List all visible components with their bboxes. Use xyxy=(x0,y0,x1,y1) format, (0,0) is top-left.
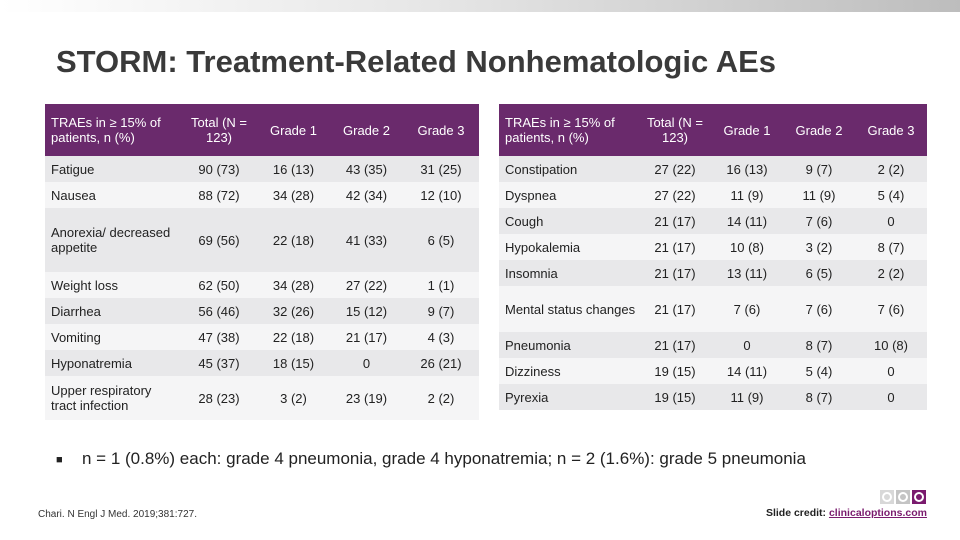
cell-grade1: 34 (28) xyxy=(257,272,330,298)
cell-grade2: 7 (6) xyxy=(783,286,855,332)
table-row xyxy=(45,350,479,376)
col-header-category: TRAEs in ≥ 15% of patients, n (%) xyxy=(45,104,181,156)
table-row xyxy=(499,358,927,384)
cell-grade1: 11 (9) xyxy=(711,384,783,410)
cell-grade1: 14 (11) xyxy=(711,208,783,234)
cell-grade1: 7 (6) xyxy=(711,286,783,332)
cell-grade2: 9 (7) xyxy=(783,156,855,182)
cell-total: 56 (46) xyxy=(181,298,257,324)
footnote xyxy=(56,449,806,469)
ae-table-right xyxy=(499,104,927,410)
cell-grade3: 2 (2) xyxy=(855,260,927,286)
top-gradient-bar xyxy=(0,0,960,12)
cell-grade3: 4 (3) xyxy=(403,324,479,350)
cell-grade3: 12 (10) xyxy=(403,182,479,208)
cell-total: 19 (15) xyxy=(639,358,711,384)
table-row xyxy=(45,376,479,420)
col-header-grade3: Grade 3 xyxy=(855,104,927,156)
cell-total: 62 (50) xyxy=(181,272,257,298)
ae-name: Hypokalemia xyxy=(499,234,639,260)
cell-grade3: 5 (4) xyxy=(855,182,927,208)
citation: Chari. N Engl J Med. 2019;381:727. xyxy=(38,509,197,520)
table-row xyxy=(45,156,479,182)
col-header-grade1: Grade 1 xyxy=(711,104,783,156)
col-header-total: Total (N = 123) xyxy=(181,104,257,156)
cell-grade3: 9 (7) xyxy=(403,298,479,324)
square-bullet-icon: ■ xyxy=(56,453,63,466)
cell-total: 69 (56) xyxy=(181,208,257,272)
table-row xyxy=(499,332,927,358)
credit-label: Slide credit: xyxy=(765,507,827,519)
cell-total: 21 (17) xyxy=(639,260,711,286)
table-row xyxy=(499,208,927,234)
table-row xyxy=(499,286,927,332)
col-header-grade2: Grade 2 xyxy=(783,104,855,156)
cell-grade3: 2 (2) xyxy=(855,156,927,182)
ae-name: Diarrhea xyxy=(45,298,181,324)
cell-grade1: 32 (26) xyxy=(257,298,330,324)
table-row xyxy=(499,384,927,410)
cell-grade1: 10 (8) xyxy=(711,234,783,260)
table-header-row xyxy=(499,104,927,156)
cell-grade3: 31 (25) xyxy=(403,156,479,182)
cell-grade3: 7 (6) xyxy=(855,286,927,332)
cell-total: 21 (17) xyxy=(639,332,711,358)
table-row xyxy=(499,182,927,208)
cell-grade3: 1 (1) xyxy=(403,272,479,298)
cell-grade1: 0 xyxy=(711,332,783,358)
cell-total: 19 (15) xyxy=(639,384,711,410)
table-row xyxy=(45,182,479,208)
cell-total: 90 (73) xyxy=(181,156,257,182)
ae-name: Pneumonia xyxy=(499,332,639,358)
cell-grade1: 16 (13) xyxy=(711,156,783,182)
ae-name-text: Anorexia/ decreased appetite xyxy=(51,225,171,255)
table-row xyxy=(499,234,927,260)
cell-grade2: 3 (2) xyxy=(783,234,855,260)
ae-name: Mental status changes xyxy=(499,286,639,332)
cell-grade2: 0 xyxy=(330,350,403,376)
ae-name: Cough xyxy=(499,208,639,234)
cell-grade2: 42 (34) xyxy=(330,182,403,208)
slide-credit xyxy=(766,507,927,519)
cell-grade2: 27 (22) xyxy=(330,272,403,298)
cell-grade1: 22 (18) xyxy=(257,324,330,350)
table-row xyxy=(45,208,479,272)
cell-grade1: 3 (2) xyxy=(257,376,330,420)
cell-grade2: 8 (7) xyxy=(783,332,855,358)
cell-grade2: 21 (17) xyxy=(330,324,403,350)
cell-total: 21 (17) xyxy=(639,286,711,332)
cell-grade2: 8 (7) xyxy=(783,384,855,410)
cell-grade3: 6 (5) xyxy=(403,208,479,272)
table-row xyxy=(499,260,927,286)
cell-grade3: 0 xyxy=(855,384,927,410)
table-row xyxy=(45,272,479,298)
footnote-text: n = 1 (0.8%) each: grade 4 pneumonia, grade 4 hyponatremia; n = 2 (1.6%): grade 5 pneumonia xyxy=(82,449,806,468)
ae-name: Dizziness xyxy=(499,358,639,384)
table-row xyxy=(45,324,479,350)
cell-total: 88 (72) xyxy=(181,182,257,208)
cell-total: 27 (22) xyxy=(639,182,711,208)
ae-name: Dyspnea xyxy=(499,182,639,208)
cell-grade1: 16 (13) xyxy=(257,156,330,182)
cell-grade1: 18 (15) xyxy=(257,350,330,376)
table-row xyxy=(45,298,479,324)
ae-name xyxy=(45,208,181,272)
cell-grade3: 0 xyxy=(855,358,927,384)
cell-grade2: 15 (12) xyxy=(330,298,403,324)
credit-link[interactable]: clinicaloptions.com xyxy=(828,507,927,519)
table-header-row xyxy=(45,104,479,156)
cell-grade2: 43 (35) xyxy=(330,156,403,182)
cco-logo-icon xyxy=(880,490,926,504)
cell-grade2: 6 (5) xyxy=(783,260,855,286)
ae-name: Pyrexia xyxy=(499,384,639,410)
ae-name: Hyponatremia xyxy=(45,350,181,376)
cell-grade3: 0 xyxy=(855,208,927,234)
ae-name: Weight loss xyxy=(45,272,181,298)
cell-grade1: 22 (18) xyxy=(257,208,330,272)
col-header-grade3: Grade 3 xyxy=(403,104,479,156)
cell-grade3: 8 (7) xyxy=(855,234,927,260)
cell-total: 47 (38) xyxy=(181,324,257,350)
ae-name: Upper respiratory tract infection xyxy=(45,376,181,420)
ae-table-left xyxy=(45,104,479,420)
col-header-grade1: Grade 1 xyxy=(257,104,330,156)
cell-grade1: 34 (28) xyxy=(257,182,330,208)
cell-grade2: 23 (19) xyxy=(330,376,403,420)
cell-grade2: 5 (4) xyxy=(783,358,855,384)
col-header-total: Total (N = 123) xyxy=(639,104,711,156)
cell-grade1: 14 (11) xyxy=(711,358,783,384)
cell-total: 27 (22) xyxy=(639,156,711,182)
cell-grade3: 10 (8) xyxy=(855,332,927,358)
cell-grade3: 26 (21) xyxy=(403,350,479,376)
cell-grade2: 11 (9) xyxy=(783,182,855,208)
cell-grade3: 2 (2) xyxy=(403,376,479,420)
cell-total: 21 (17) xyxy=(639,234,711,260)
cell-grade1: 11 (9) xyxy=(711,182,783,208)
ae-name: Nausea xyxy=(45,182,181,208)
ae-name: Insomnia xyxy=(499,260,639,286)
cell-total: 28 (23) xyxy=(181,376,257,420)
cell-grade2: 7 (6) xyxy=(783,208,855,234)
ae-name: Vomiting xyxy=(45,324,181,350)
col-header-category: TRAEs in ≥ 15% of patients, n (%) xyxy=(499,104,639,156)
cell-total: 45 (37) xyxy=(181,350,257,376)
page-title: STORM: Treatment-Related Nonhematologic AEs xyxy=(56,44,776,79)
cell-grade2: 41 (33) xyxy=(330,208,403,272)
cell-grade1: 13 (11) xyxy=(711,260,783,286)
ae-name: Fatigue xyxy=(45,156,181,182)
col-header-grade2: Grade 2 xyxy=(330,104,403,156)
table-row xyxy=(499,156,927,182)
ae-name: Constipation xyxy=(499,156,639,182)
cell-total: 21 (17) xyxy=(639,208,711,234)
